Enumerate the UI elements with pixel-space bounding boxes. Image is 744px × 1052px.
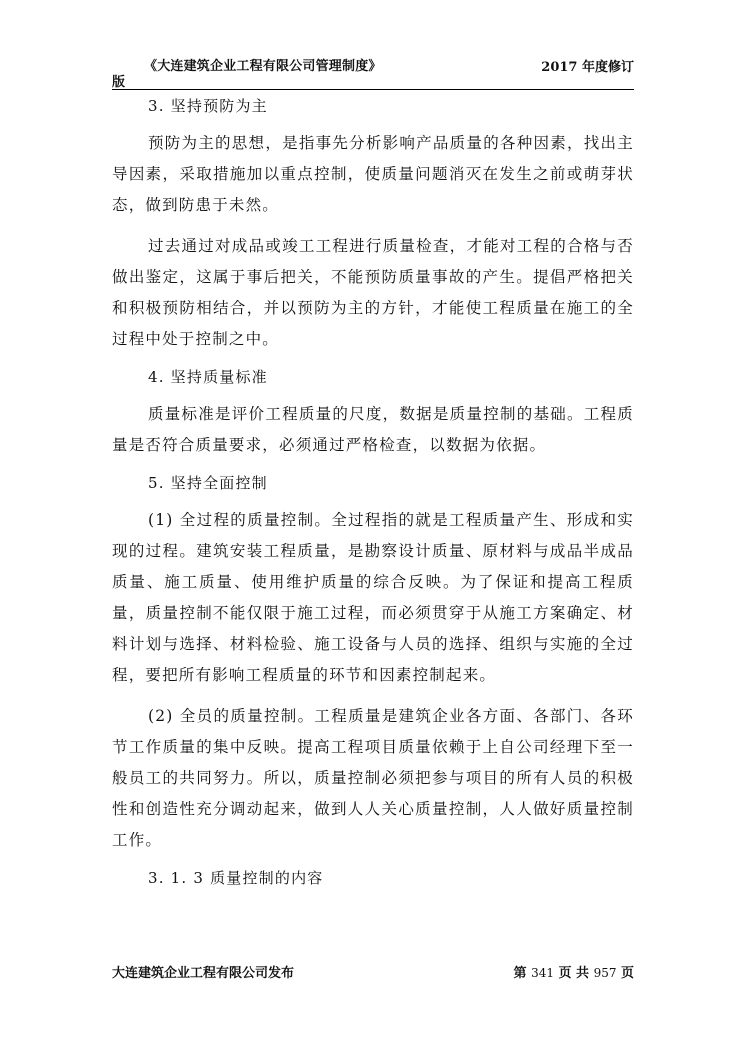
page-current: 341 [531, 966, 554, 980]
section-heading-full-control: 5. 坚持全面控制 [148, 474, 268, 492]
footer-publisher: 大连建筑企业工程有限公司发布 [112, 966, 295, 981]
section-heading-prevention: 3. 坚持预防为主 [148, 97, 268, 115]
header-edition: 2017 年度修订 [541, 60, 634, 75]
body-content [112, 90, 634, 900]
paragraph-inspection-past: 过去通过对成品或竣工工程进行质量检查，才能对工程的合格与否做出鉴定，这属于事后把关，不能预防质量事故的产生。提倡严格把关和积极预防相结合，并以预防为主的方针，才能使工程质量在施工的全过程中处于控制之中。 [112, 237, 634, 348]
paragraph-prevention-idea: 预防为主的思想，是指事先分析影响产品质量的各种因素，找出主导因素，采取措施加以重点控制，使质量问题消灭在发生之前或萌芽状态，做到防患于未然。 [112, 134, 634, 214]
page-middle: 页 共 [553, 966, 594, 981]
paragraph-quality-standard: 质量标准是评价工程质量的尺度，数据是质量控制的基础。工程质量是否符合质量要求，必须通过严格检查，以数据为依据。 [112, 405, 634, 454]
page-prefix: 第 [513, 966, 532, 981]
section-heading-quality-standard: 4. 坚持质量标准 [148, 368, 268, 386]
section-heading-control-content: 3. 1. 3 质量控制的内容 [148, 869, 324, 887]
header-edition-wrap: 版 [112, 75, 126, 90]
paragraph-whole-process-control: (1) 全过程的质量控制。全过程指的就是工程质量产生、形成和实现的过程。建筑安装工程质量，是勘察设计质量、原材料与成品半成品质量、施工质量、使用维护质量的综合反映。为了保证和提高工程质量，质量控制不能仅限于施工过程，而必须贯穿于从施工方案确定、材料计划与选择、材料检验、施工设备与人员的选择、组织与实施的全过程，要把所有影响工程质量的环节和因素控制起来。 [112, 511, 634, 684]
page-total: 957 [593, 966, 617, 980]
paragraph-all-staff-control: (2) 全员的质量控制。工程质量是建筑企业各方面、各部门、各环节工作质量的集中反映。提高工程项目质量依赖于上自公司经理下至一般员工的共同努力。所以，质量控制必须把参与项目的所有人员的积极性和创造性充分调动起来，做到人人关心质量控制，人人做好质量控制工作。 [112, 707, 634, 849]
footer-page-info [514, 962, 634, 981]
page-suffix: 页 [616, 966, 634, 981]
header-title: 《大连建筑企业工程有限公司管理制度》 [144, 59, 382, 74]
